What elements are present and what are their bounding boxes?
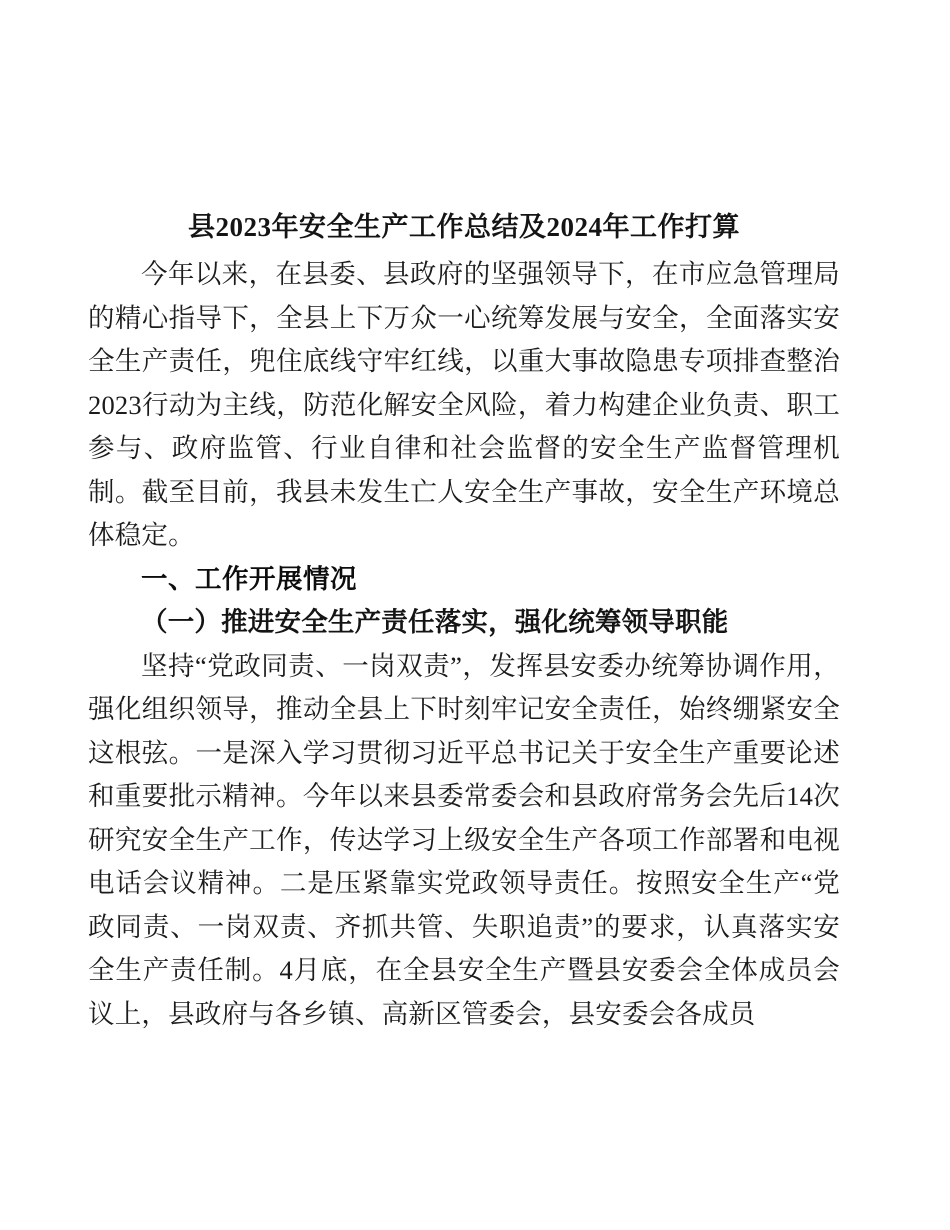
page-title: 县2023年安全生产工作总结及2024年工作打算 — [188, 212, 740, 242]
subsection-1-1-body: 坚持“党政同责、一岗双责”，发挥县安委办统筹协调作用，强化组织领导，推动全县上下时刻牢记安全责任，始终绷紧安全这根弦。一是深入学习贯彻习近平总书记关于安全生产重要论述和重要批示精神。今年以来县委常委会和县政府常务会先后14次研究安全生产工作，传达学习上级安全生产各项工作部署和电视电话会议精神。二是压紧靠实党政领导责任。按照安全生产“党政同责、一岗双责、齐抓共管、失职追责”的要求，认真落实安全生产责任制。4月底，在全县安全生产暨县安委会全体成员会议上，县政府与各乡镇、高新区管委会，县安委会各成员 — [88, 650, 840, 1029]
subsection-heading-1-1: （一）推进安全生产责任落实，强化统筹领导职能 — [141, 607, 729, 637]
section-heading-1: 一、工作开展情况 — [141, 563, 357, 594]
intro-paragraph: 今年以来，在县委、县政府的坚强领导下，在市应急管理局的精心指导下，全县上下万众一心统筹发展与安全，全面落实安全生产责任，兜住底线守牢红线，以重大事故隐患专项排查整治2023行动为主线，防范化解安全风险，着力构建企业负责、职工参与、政府监管、行业自律和社会监督的安全生产监督管理机制。截至目前，我县未发生亡人安全生产事故，安全生产环境总体稳定。 — [88, 259, 840, 550]
document-content — [88, 206, 840, 1036]
